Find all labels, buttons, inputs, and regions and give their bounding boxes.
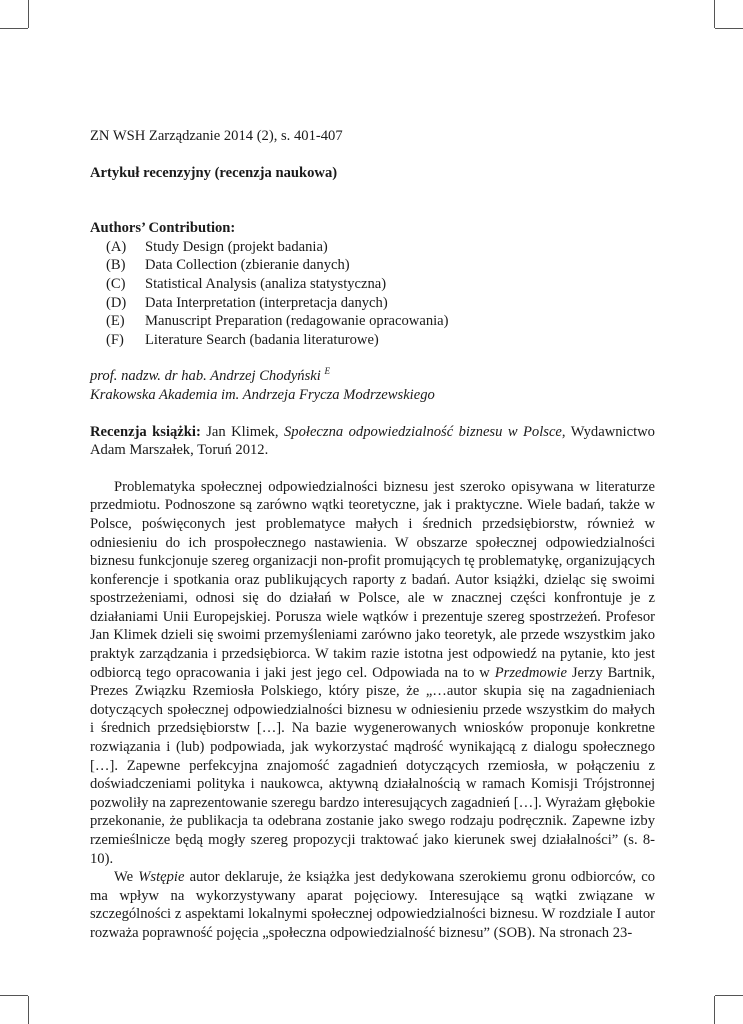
- review-reference: [90, 423, 655, 460]
- crop-mark-top-left: [28, 0, 29, 28]
- paragraph-2-italic: Wstępie: [138, 869, 185, 886]
- list-item: [90, 312, 655, 331]
- contribution-label: Statistical Analysis (analiza statystyczna): [145, 275, 387, 292]
- document-page: [90, 127, 655, 943]
- review-label: Recenzja książki:: [90, 423, 201, 440]
- paragraph-1-text-a: Problematyka społecznej odpowiedzialności biznesu jest szeroko opisywana w literaturze przedmiotu. Podnoszone są zarówno wątki teoretyczne, jak i praktyczne. Wiele badań, także w Polsce, poświęconych jest problematyce małych i średnich przedsiębiorstw, również w odniesieniu do ich prospołecznego nastawienia. W obszarze społecznej odpowiedzialności biznesu funkcjonuje szereg organizacji non-profit promujących tę problematykę, organizujących konferencje i spotkania oraz publikujących raporty z badań. Autor książki, dzieląc się swoimi spostrzeżeniami, odnosi się do działań w Polsce, ale w znacznej części konfrontuje je z działaniami Unii Europejskiej. Porusza wiele wątków i prezentuje szereg spostrzeżeń. Profesor Jan Klimek dzieli się swoimi przemyśleniami zarówno jako teoretyk, ale przede wszystkim jako praktyk zarządzania i przedsiębiorca. W takim razie istotna jest odpowiedź na pytanie, kto jest odbiorcą tego opracowania i jaki jest jego cel. Odpowiada na to w: [90, 478, 655, 681]
- contribution-code: (C): [106, 275, 126, 292]
- contribution-label: Data Interpretation (interpretacja danych): [145, 294, 388, 311]
- list-item: [90, 256, 655, 275]
- contribution-label: Literature Search (badania literaturowe): [145, 331, 379, 348]
- review-author: Jan Klimek,: [206, 423, 279, 440]
- crop-mark-bottom-right-h: [715, 995, 743, 996]
- paragraph-2: [90, 868, 655, 942]
- author-name: prof. nadzw. dr hab. Andrzej Chodyński: [90, 368, 321, 385]
- list-item: [90, 238, 655, 257]
- contribution-title: Authors’ Contribution:: [90, 220, 236, 237]
- contribution-label: Study Design (projekt badania): [145, 238, 328, 255]
- review-book-title: Społeczna odpowiedzialność biznesu w Polsce: [284, 423, 562, 440]
- crop-mark-top-right: [714, 0, 715, 28]
- paragraph-1-text-b: Jerzy Bartnik, Prezes Związku Rzemiosła Polskiego, który pisze, że „…autor skupia się na zagadnieniach dotyczących społecznej odpowiedzialności biznesu w odniesieniu przede wszystkim do małych i średnich przedsiębiorstw […]. Na bazie wygenerowanych wniosków proponuje konkretne rozwiązania i (lub) podpowiada, jak wykorzystać mądrość wynikającą z dialogu społecznego […]. Zapewne perfekcyjna znajomość zagadnień dotyczących rzemiosła, w połączeniu z doświadczeniami polityka i naukowca, aktywną działalnością w ramach Komisji Trójstronnej pozwoliły na zaprezentowanie szeregu bardzo interesujących zagadnień […]. Wyrażam głębokie przekonanie, że publikacja ta odebrana zostanie jako swego rodzaju podręcznik. Zapewne izby rzemieślnicze będą mogły szereg propozycji traktować jako kierunek swej działalności” (s. 8-10).: [90, 664, 655, 867]
- author-block: [90, 367, 655, 404]
- citation-line: ZN WSH Zarządzanie 2014 (2), s. 401-407: [90, 128, 343, 144]
- body-text: [90, 478, 655, 943]
- contribution-code: (E): [106, 313, 125, 330]
- paragraph-1-italic: Przedmowie: [494, 664, 567, 681]
- author-affiliation: Krakowska Akademia im. Andrzeja Frycza Modrzewskiego: [90, 386, 435, 403]
- contribution-code: (F): [106, 331, 124, 348]
- list-item: [90, 294, 655, 313]
- author-marker: E: [324, 366, 330, 377]
- crop-mark-bottom-right: [714, 996, 715, 1024]
- crop-mark-top-right-h: [715, 28, 743, 29]
- crop-mark-bottom-left-h: [0, 995, 28, 996]
- paragraph-1: [90, 478, 655, 868]
- contribution-label: Data Collection (zbieranie danych): [145, 257, 350, 274]
- paragraph-2-pre: We: [114, 869, 139, 886]
- list-item: [90, 275, 655, 294]
- contribution-code: (D): [106, 294, 127, 311]
- contribution-code: (B): [106, 257, 126, 274]
- review-publisher: , Wydawnictwo Adam Marszałek, Toruń 2012.: [90, 423, 655, 459]
- list-item: [90, 331, 655, 350]
- crop-mark-bottom-left: [28, 996, 29, 1024]
- article-type: Artykuł recenzyjny (recenzja naukowa): [90, 164, 338, 181]
- crop-mark-top-left-h: [0, 28, 28, 29]
- contribution-code: (A): [106, 238, 127, 255]
- contribution-label: Manuscript Preparation (redagowanie opracowania): [145, 313, 449, 330]
- contribution-list: [90, 238, 655, 350]
- paragraph-2-text: autor deklaruje, że książka jest dedykowana szerokiemu gronu odbiorców, co ma wpływ na wykorzystywany aparat pojęciowy. Interesujące są wątki związane w szczególności z aspektami lokalnymi społecznej odpowiedzialności biznesu. W rozdziale I autor rozważa poprawność pojęcia „społeczna odpowiedzialność biznesu” (SOB). Na stronach 23-: [90, 869, 655, 941]
